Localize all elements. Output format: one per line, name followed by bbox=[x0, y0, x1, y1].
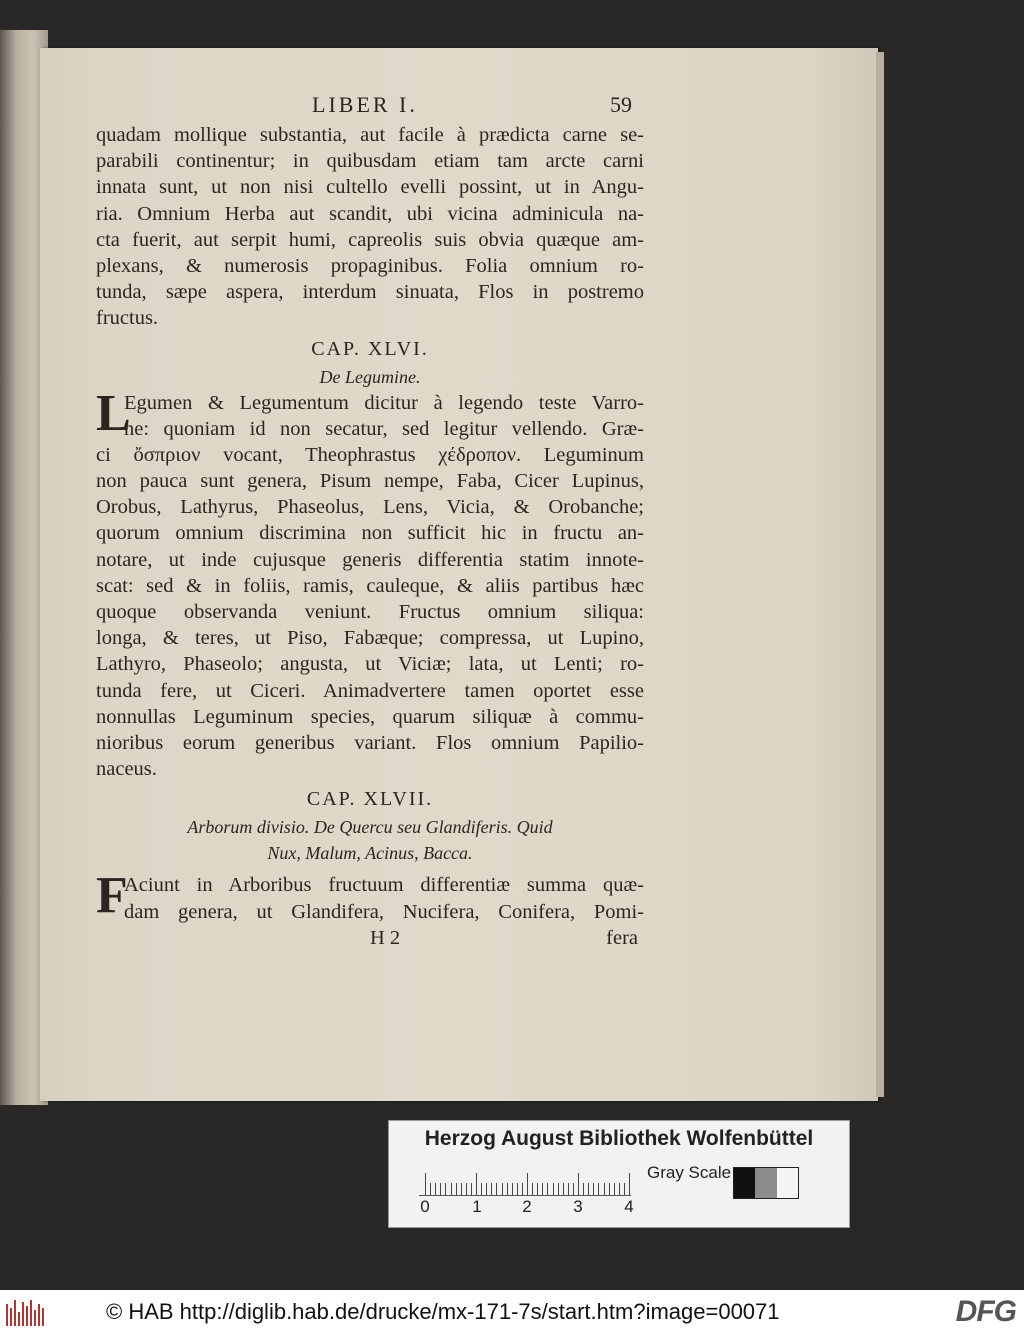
ruler-tick bbox=[563, 1183, 564, 1195]
paragraph bbox=[96, 122, 644, 332]
drop-capital: F bbox=[96, 867, 128, 925]
barcode-bar bbox=[30, 1300, 32, 1326]
text-line: scat: sed & in foliis, ramis, cauleque, & aliis partibus hæc bbox=[96, 574, 644, 597]
ruler-tick bbox=[522, 1183, 523, 1195]
chapter-subtitle: Nux, Malum, Acinus, Bacca. bbox=[267, 843, 473, 864]
swatch-dark bbox=[734, 1168, 755, 1198]
ruler-tick bbox=[604, 1183, 605, 1195]
text-line: tunda fere, ut Ciceri. Animadvertere tamen oportet esse bbox=[96, 679, 644, 702]
text-line: Lathyro, Phaseolo; angusta, ut Viciæ; lata, ut Lenti; ro- bbox=[96, 653, 644, 676]
ruler-tick bbox=[558, 1183, 559, 1195]
ruler-tick bbox=[593, 1183, 594, 1195]
ruler-tick bbox=[507, 1183, 508, 1195]
barcode-bar bbox=[38, 1304, 40, 1326]
scale-label: 3 bbox=[573, 1197, 583, 1216]
ruler-tick bbox=[466, 1183, 467, 1195]
ruler-tick bbox=[583, 1183, 584, 1195]
paragraph bbox=[96, 867, 644, 925]
ruler-tick bbox=[619, 1183, 620, 1195]
ruler-tick bbox=[502, 1183, 503, 1195]
text-line: fructus. bbox=[96, 307, 159, 330]
text-line: quoque observanda veniunt. Fructus omnium siliqua: bbox=[96, 601, 644, 623]
text-line: quadam mollique substantia, aut facile à prædicta carne se- bbox=[96, 124, 644, 146]
text-line: non pauca sunt genera, Pisum nempe, Faba, Cicer Lupinus, bbox=[96, 470, 644, 493]
ruler-tick bbox=[588, 1183, 589, 1195]
ruler-tick bbox=[451, 1183, 452, 1195]
ruler-tick bbox=[624, 1183, 625, 1195]
page-edge bbox=[876, 52, 884, 1097]
barcode-bar bbox=[6, 1304, 8, 1326]
ruler-tick bbox=[445, 1183, 446, 1195]
ruler-tick bbox=[609, 1183, 610, 1195]
barcode-bar bbox=[26, 1306, 28, 1326]
chapter-heading: CAP. XLVII. bbox=[306, 788, 434, 811]
ruler-tick bbox=[568, 1183, 569, 1195]
text-line: cta fuerit, aut serpit humi, capreolis suis obvia quæque am- bbox=[96, 228, 644, 251]
ruler-tick bbox=[461, 1183, 462, 1195]
ruler-tick bbox=[425, 1173, 426, 1195]
text-line: parabili continentur; in quibusdam etiam tam arcte carni bbox=[96, 150, 644, 173]
barcode-bar bbox=[34, 1310, 36, 1326]
text-line: longa, & teres, ut Piso, Fabæque; compressa, ut Lupino, bbox=[96, 627, 644, 650]
viewer-footer bbox=[0, 1290, 1024, 1334]
running-head bbox=[312, 92, 632, 122]
text-block bbox=[96, 122, 644, 951]
ruler-tick bbox=[598, 1183, 599, 1195]
ruler-tick bbox=[553, 1183, 554, 1195]
text-line: quorum omnium discrimina non sufficit hic in fructu an- bbox=[96, 522, 644, 545]
barcode-icon bbox=[6, 1298, 48, 1326]
ruler-tick bbox=[512, 1183, 513, 1195]
ruler-tick bbox=[496, 1183, 497, 1195]
scale-ruler bbox=[419, 1169, 631, 1196]
chapter-heading: CAP. XLVI. bbox=[311, 337, 429, 360]
ruler-tick bbox=[471, 1183, 472, 1195]
ruler-tick bbox=[430, 1183, 431, 1195]
barcode-bar bbox=[14, 1300, 16, 1326]
ruler-tick bbox=[537, 1183, 538, 1195]
text-line: Egumen & Legumentum dicitur à legendo teste Varro- bbox=[124, 391, 644, 414]
scale-label: 0 bbox=[420, 1197, 430, 1216]
copyright-link[interactable]: © HAB http://diglib.hab.de/drucke/mx-171-7s/start.htm?image=00071 bbox=[106, 1299, 780, 1324]
swatch-mid bbox=[755, 1168, 776, 1198]
library-name: Herzog August Bibliothek Wolfenbüttel bbox=[424, 1127, 814, 1150]
ruler-tick bbox=[527, 1173, 528, 1195]
barcode-bar bbox=[42, 1308, 44, 1326]
paragraph bbox=[96, 384, 644, 783]
ruler-tick bbox=[481, 1183, 482, 1195]
library-color-bar bbox=[388, 1120, 850, 1228]
catchword: fera bbox=[606, 926, 638, 949]
gray-scale-swatches bbox=[733, 1167, 799, 1199]
page-footer-line bbox=[96, 925, 644, 951]
ruler-tick bbox=[542, 1183, 543, 1195]
scale-label: 1 bbox=[472, 1197, 482, 1216]
drop-capital: L bbox=[96, 384, 131, 442]
text-line: Orobus, Lathyrus, Phaseolus, Lens, Vicia, & Orobanche; bbox=[96, 496, 644, 519]
text-line: innata sunt, ut non nisi cultello evelli possint, ut in Angu- bbox=[96, 176, 644, 199]
chapter-subtitle: De Legumine. bbox=[319, 366, 421, 387]
barcode-bar bbox=[22, 1302, 24, 1326]
page-number: 59 bbox=[610, 92, 632, 117]
scale-label: 4 bbox=[624, 1197, 634, 1216]
text-line: notare, ut inde cujusque generis differentia statim innote- bbox=[96, 548, 644, 571]
ruler-tick bbox=[629, 1173, 630, 1195]
ruler-tick bbox=[578, 1173, 579, 1195]
signature-mark: H 2 bbox=[370, 926, 401, 949]
text-line: tunda, sæpe aspera, interdum sinuata, Flos in postremo bbox=[96, 281, 644, 304]
gray-scale-label: Gray Scale bbox=[647, 1163, 732, 1182]
ruler-tick bbox=[491, 1183, 492, 1195]
ruler-tick bbox=[532, 1183, 533, 1195]
dfg-logo: DFG bbox=[955, 1295, 1016, 1328]
ruler-tick bbox=[440, 1183, 441, 1195]
scale-label: 2 bbox=[522, 1197, 532, 1216]
text-line: plexans, & numerosis propaginibus. Folia omnium ro- bbox=[96, 254, 644, 277]
running-head-title: LIBER I. bbox=[312, 92, 418, 117]
text-line: ria. Omnium Herba aut scandit, ubi vicina adminicula na- bbox=[96, 202, 644, 225]
ruler-tick bbox=[456, 1183, 457, 1195]
ruler-tick bbox=[517, 1183, 518, 1195]
ruler-tick bbox=[486, 1183, 487, 1195]
text-line: ne: quoniam id non secatur, sed legitur vellendo. Græ- bbox=[124, 417, 644, 440]
text-line: ci ὄσπριον vocant, Theophrastus χέδροπον. Leguminum bbox=[96, 443, 644, 466]
text-line: Aciunt in Arboribus fructuum differentiæ summa quæ- bbox=[124, 874, 644, 897]
ruler-tick bbox=[476, 1173, 477, 1195]
text-line: naceus. bbox=[96, 758, 157, 781]
chapter-subtitle: Arborum divisio. De Quercu seu Glandiferis. Quid bbox=[187, 817, 553, 838]
ruler-tick bbox=[614, 1183, 615, 1195]
swatch-light bbox=[777, 1168, 798, 1198]
ruler-tick bbox=[547, 1183, 548, 1195]
barcode-bar bbox=[18, 1312, 20, 1326]
ruler-tick bbox=[435, 1183, 436, 1195]
text-line: nonnullas Leguminum species, quarum siliquæ à commu- bbox=[96, 705, 644, 728]
ruler-tick bbox=[573, 1183, 574, 1195]
barcode-bar bbox=[10, 1308, 12, 1326]
text-line: nioribus eorum generibus variant. Flos omnium Papilio- bbox=[96, 731, 644, 754]
text-line: dam genera, ut Glandifera, Nucifera, Conifera, Pomi- bbox=[124, 900, 644, 923]
